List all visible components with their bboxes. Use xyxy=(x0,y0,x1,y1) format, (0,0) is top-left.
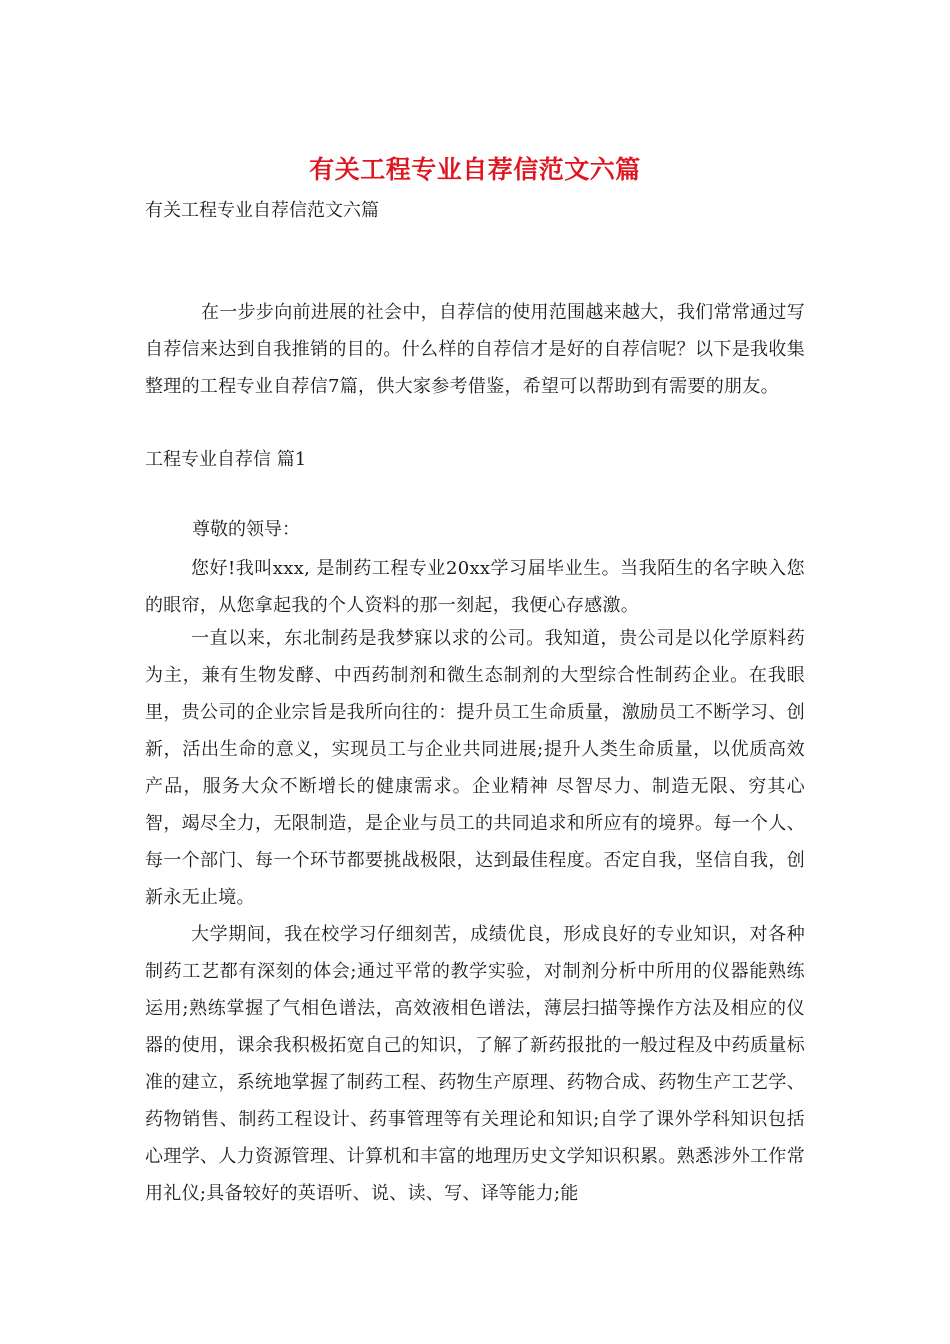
document-subtitle: 有关工程专业自荐信范文六篇 xyxy=(145,200,379,221)
body-paragraph-2: 一直以来，东北制药是我梦寐以求的公司。我知道，贵公司是以化学原料药为主，兼有生物发酵、中西药制剂和微生态制剂的大型综合性制药企业。在我眼里，贵公司的企业宗旨是我所向往的：提升员工生命质量，激励员工不断学习、创新，活出生命的意义，实现员工与企业共同进展;提升人类生命质量，以优质高效产品，服务大众不断增长的健康需求。企业精神 尽智尽力、制造无限、穷其心智，竭尽全力，无限制造，是企业与员工的共同追求和所应有的境界。每一个人、每一个部门、每一个环节都要挑战极限，达到最佳程度。否定自我，坚信自我，创新永无止境。 xyxy=(145,628,805,908)
salutation: 尊敬的领导： xyxy=(192,519,300,540)
page-title: 有关工程专业自荐信范文六篇 xyxy=(309,155,641,184)
body-paragraph-1: 您好!我叫xxx, 是制药工程专业20xx学习届毕业生。当我陌生的名字映入您的眼帘，从您拿起我的个人资料的那一刻起，我便心存感激。 xyxy=(145,558,805,616)
intro-paragraph: 在一步步向前进展的社会中，自荐信的使用范围越来越大，我们常常通过写自荐信来达到自我推销的目的。什么样的自荐信才是好的自荐信呢？以下是我收集整理的工程专业自荐信7篇，供大家参考借鉴，希望可以帮助到有需要的朋友。 xyxy=(145,302,805,397)
body-paragraph-3: 大学期间，我在校学习仔细刻苦，成绩优良，形成良好的专业知识，对各种制药工艺都有深刻的体会;通过平常的教学实验，对制剂分析中所用的仪器能熟练运用;熟练掌握了气相色谱法，高效液相色谱法，薄层扫描等操作方法及相应的仪器的使用，课余我积极拓宽自己的知识，了解了新药报批的一般过程及中药质量标准的建立，系统地掌握了制药工程、药物生产原理、药物合成、药物生产工艺学、药物销售、制药工程设计、药事管理等有关理论和知识;自学了课外学科知识包括心理学、人力资源管理、计算机和丰富的地理历史文学知识积累。熟悉涉外工作常用礼仪;具备较好的英语听、说、读、写、译等能力;能 xyxy=(145,924,805,1204)
section-heading: 工程专业自荐信 篇1 xyxy=(145,449,307,470)
